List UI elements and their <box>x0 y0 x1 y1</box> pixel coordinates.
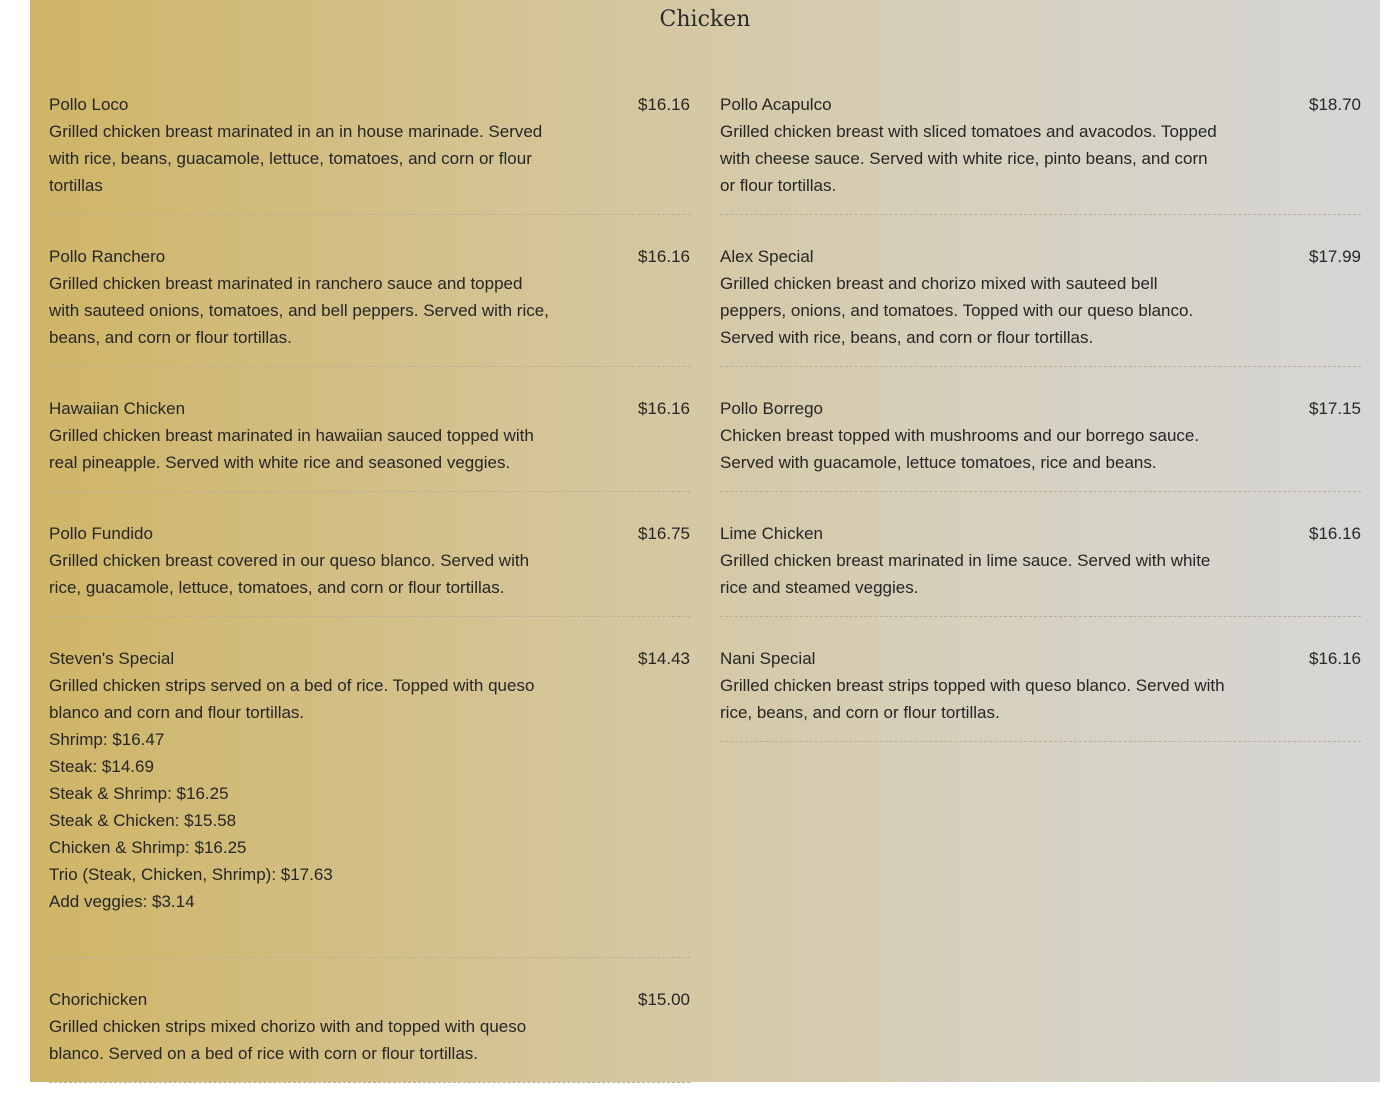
menu-item <box>49 641 690 958</box>
item-name: Pollo Loco <box>49 95 129 114</box>
item-price: $16.75 <box>638 524 690 543</box>
item-description: Grilled chicken strips mixed chorizo with and topped with queso blanco. Served on a bed of rice with corn or flour tortillas. <box>49 1017 527 1063</box>
extra-option: Steak: $14.69 <box>49 757 154 776</box>
item-price: $16.16 <box>638 95 690 114</box>
item-description: Grilled chicken breast marinated in an in house marinade. Served with rice, beans, guacamole, lettuce, tomatoes, and corn or flour tortillas <box>49 122 543 195</box>
item-description: Grilled chicken breast with sliced tomatoes and avacodos. Topped with cheese sauce. Served with white rice, pinto beans, and corn or flour tortillas. <box>720 122 1217 195</box>
item-price: $16.16 <box>638 399 690 418</box>
item-description: Grilled chicken breast strips topped with queso blanco. Served with rice, beans, and corn or flour tortillas. <box>720 676 1225 722</box>
extra-option: Steak & Chicken: $15.58 <box>49 811 237 830</box>
item-name: Pollo Fundido <box>49 524 153 543</box>
section-title: Chicken <box>659 7 751 32</box>
menu-item <box>720 391 1361 492</box>
menu-item <box>49 982 690 1083</box>
item-description: Grilled chicken breast and chorizo mixed with sauteed bell peppers, onions, and tomatoes. Topped with our queso blanco. Served with rice, beans, and corn or flour tortillas. <box>720 274 1194 347</box>
extra-option: Chicken & Shrimp: $16.25 <box>49 838 247 857</box>
menu-item <box>49 239 690 367</box>
menu-item <box>49 391 690 492</box>
item-extras-list <box>49 726 690 942</box>
menu-item <box>720 87 1361 215</box>
item-name: Nani Special <box>720 649 816 668</box>
item-name: Chorichicken <box>49 990 148 1009</box>
item-price: $14.43 <box>638 649 690 668</box>
item-description: Grilled chicken breast covered in our queso blanco. Served with rice, guacamole, lettuce, tomatoes, and corn or flour tortillas. <box>49 551 530 597</box>
item-description: Grilled chicken breast marinated in lime sauce. Served with white rice and steamed veggies. <box>720 551 1211 597</box>
item-price: $16.16 <box>1309 524 1361 543</box>
menu-item <box>720 516 1361 617</box>
item-price: $17.99 <box>1309 247 1361 266</box>
extra-option: Steak & Shrimp: $16.25 <box>49 784 229 803</box>
menu-column-left <box>49 87 690 1107</box>
extra-option: Add veggies: $3.14 <box>49 892 195 911</box>
item-description: Grilled chicken breast marinated in ranchero sauce and topped with sauteed onions, tomatoes, and bell peppers. Served with rice, beans, and corn or flour tortillas. <box>49 274 549 347</box>
item-name: Pollo Ranchero <box>49 247 166 266</box>
item-name: Steven's Special <box>49 649 175 668</box>
item-price: $16.16 <box>1309 649 1361 668</box>
item-price: $15.00 <box>638 990 690 1009</box>
extra-option: Shrimp: $16.47 <box>49 730 165 749</box>
item-description: Grilled chicken breast marinated in hawaiian sauced topped with real pineapple. Served with white rice and seasoned veggies. <box>49 426 534 472</box>
menu-item <box>720 641 1361 742</box>
menu-panel <box>30 0 1380 1082</box>
item-name: Hawaiian Chicken <box>49 399 186 418</box>
item-name: Pollo Acapulco <box>720 95 832 114</box>
extra-option: Trio (Steak, Chicken, Shrimp): $17.63 <box>49 865 333 884</box>
menu-column-right <box>720 87 1361 766</box>
menu-item <box>49 87 690 215</box>
item-price: $18.70 <box>1309 95 1361 114</box>
item-description: Chicken breast topped with mushrooms and our borrego sauce. Served with guacamole, lettuce tomatoes, rice and beans. <box>720 426 1200 472</box>
item-name: Lime Chicken <box>720 524 823 543</box>
menu-item <box>49 516 690 617</box>
item-name: Alex Special <box>720 247 814 266</box>
item-description: Grilled chicken strips served on a bed of rice. Topped with queso blanco and corn and flour tortillas. <box>49 676 535 722</box>
item-price: $16.16 <box>638 247 690 266</box>
item-price: $17.15 <box>1309 399 1361 418</box>
menu-item <box>720 239 1361 367</box>
item-name: Pollo Borrego <box>720 399 824 418</box>
